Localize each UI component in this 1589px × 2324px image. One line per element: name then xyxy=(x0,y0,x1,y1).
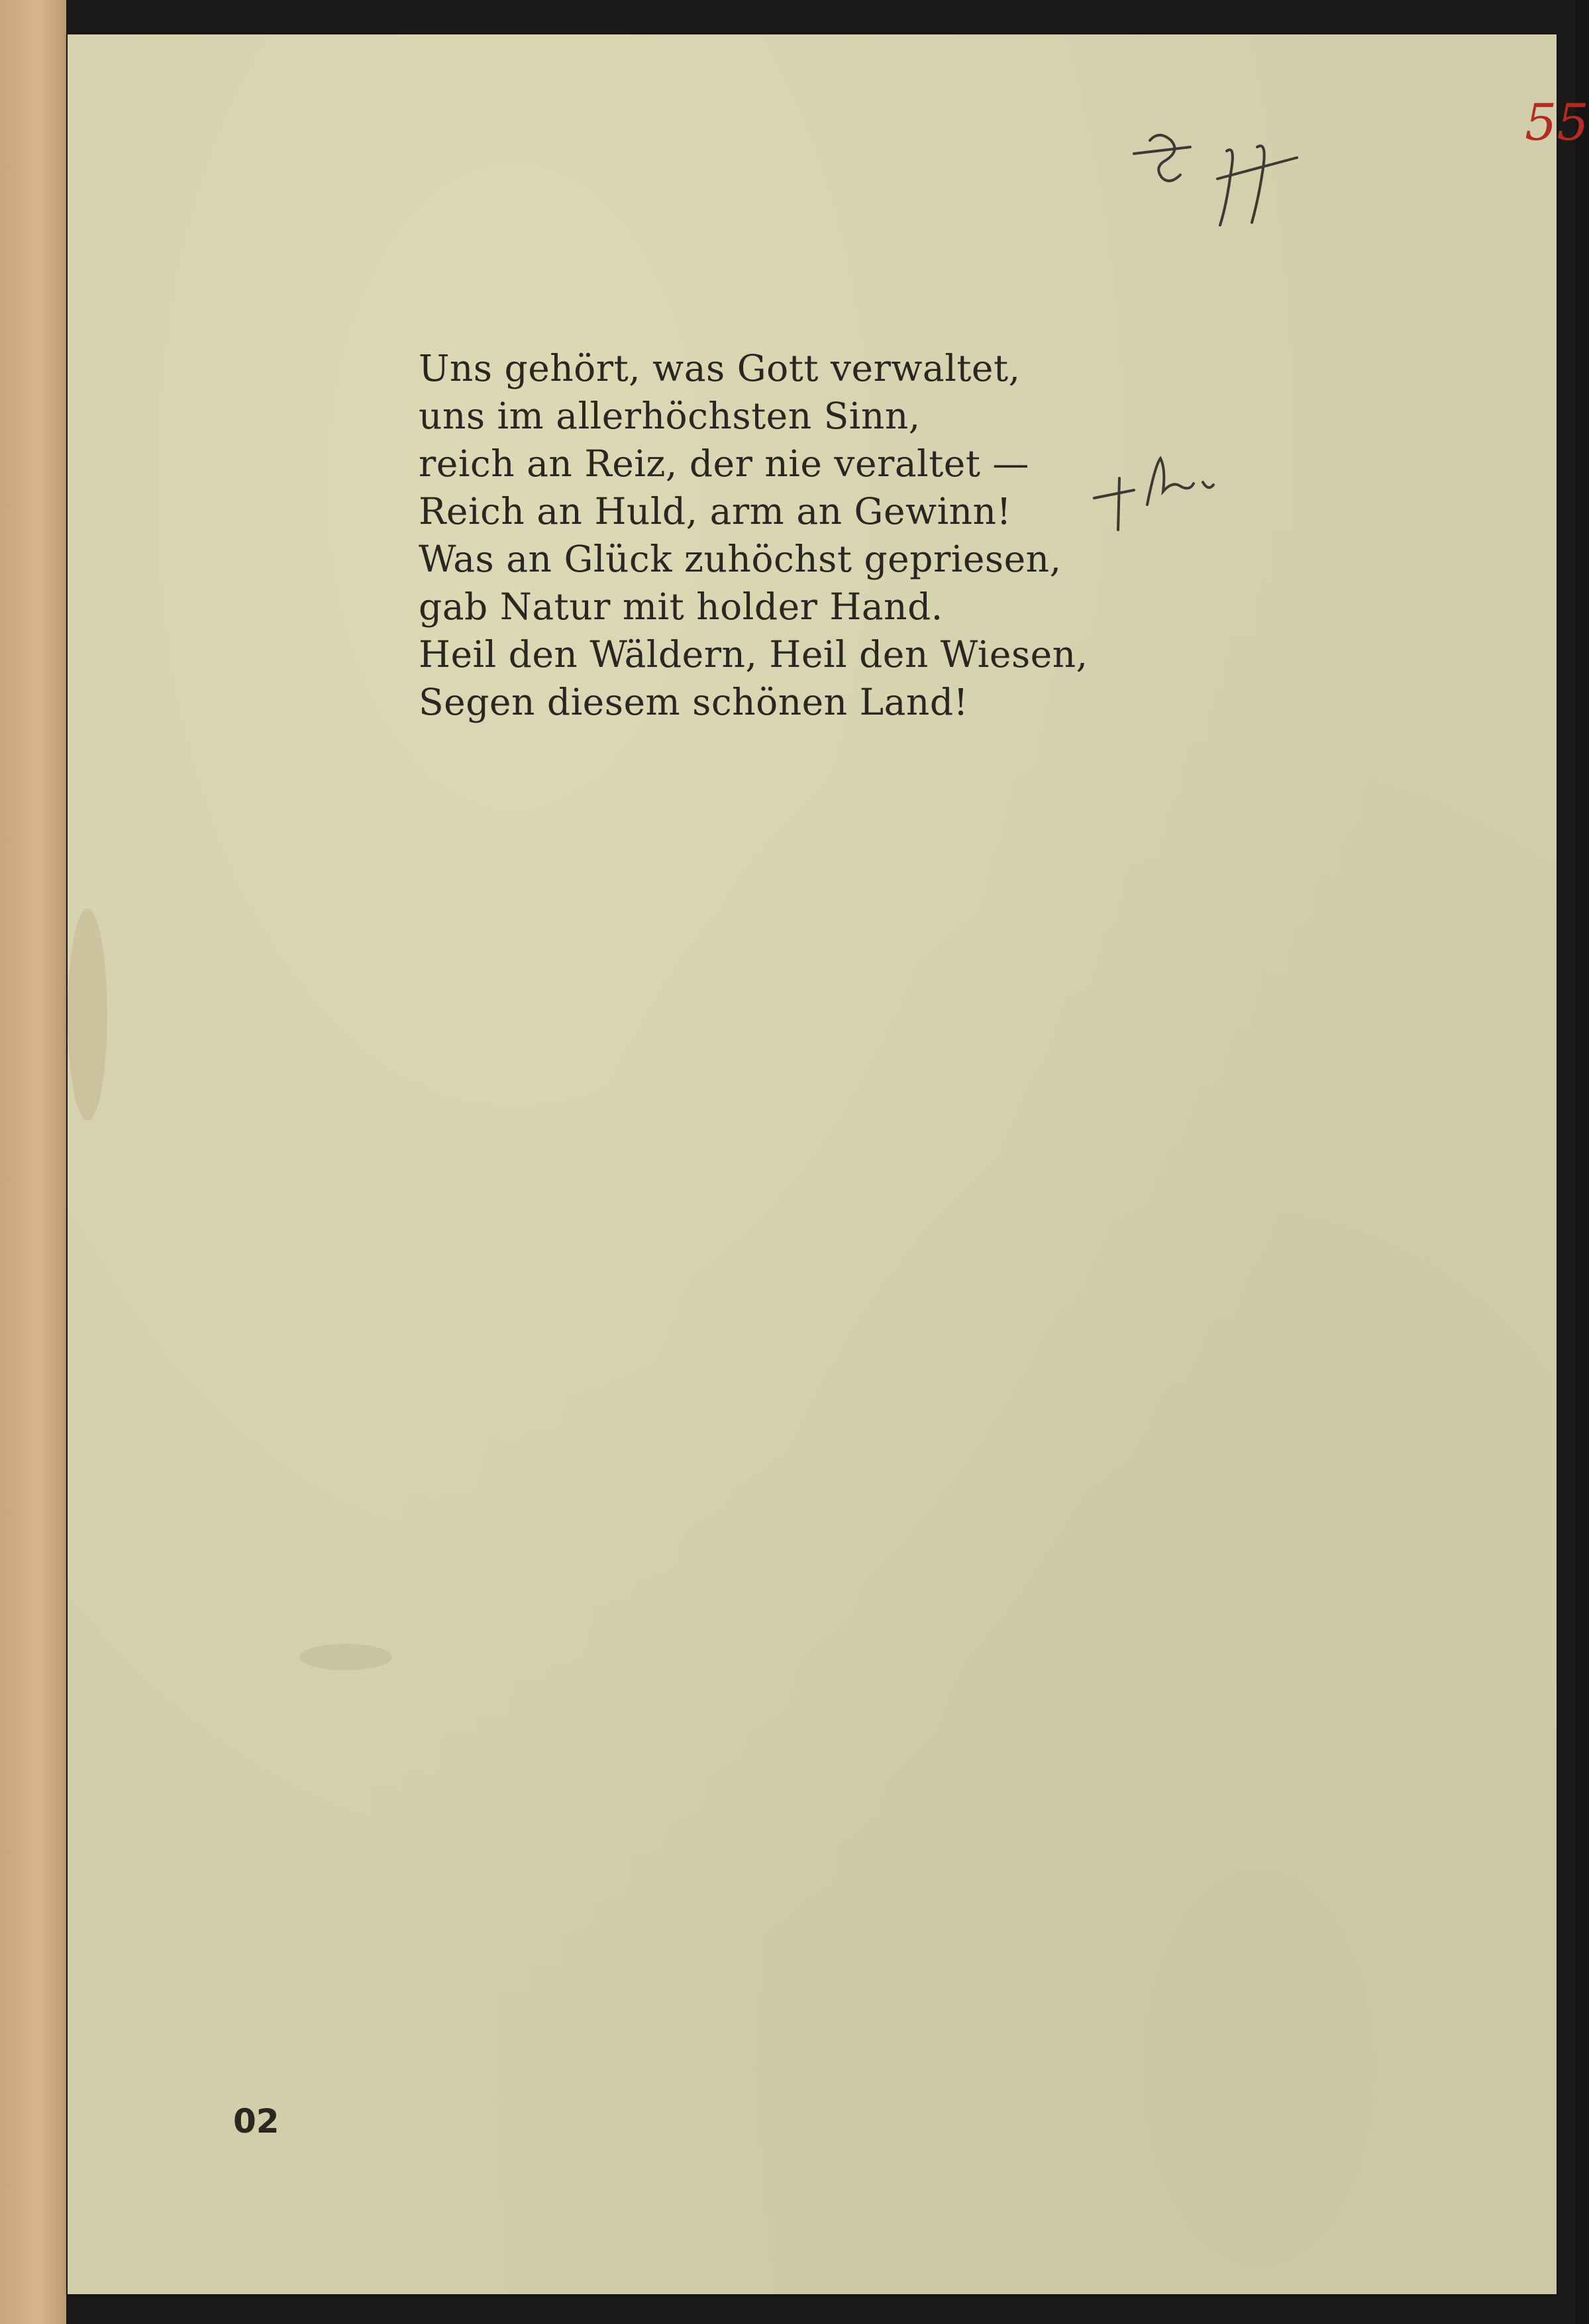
page-number: 02 xyxy=(233,2102,280,2141)
paper-stain xyxy=(299,1644,392,1670)
poem-line: gab Natur mit holder Hand. xyxy=(419,585,943,628)
poem-stanza xyxy=(419,344,1088,726)
poem-line: reich an Reiz, der nie veraltet — xyxy=(419,442,1029,485)
paper-stain xyxy=(68,909,107,1121)
poem-line: Segen diesem schönen Land! xyxy=(419,681,969,723)
margin-annotation-handwritten xyxy=(1081,412,1266,544)
poem-line: Uns gehört, was Gott verwaltet, xyxy=(419,347,1021,389)
folio-number-red: 55 xyxy=(1525,93,1589,152)
poem-line: Reich an Huld, arm an Gewinn! xyxy=(419,490,1012,532)
book-binding-edge xyxy=(0,0,66,2324)
poem-line: Was an Glück zuhöchst gepriesen, xyxy=(419,538,1062,580)
poem-line: Heil den Wäldern, Heil den Wiesen, xyxy=(419,633,1088,676)
poem-line: uns im allerhöchsten Sinn, xyxy=(419,395,921,437)
page-sheet xyxy=(68,34,1589,2294)
pencil-folio-correction xyxy=(1127,106,1379,238)
